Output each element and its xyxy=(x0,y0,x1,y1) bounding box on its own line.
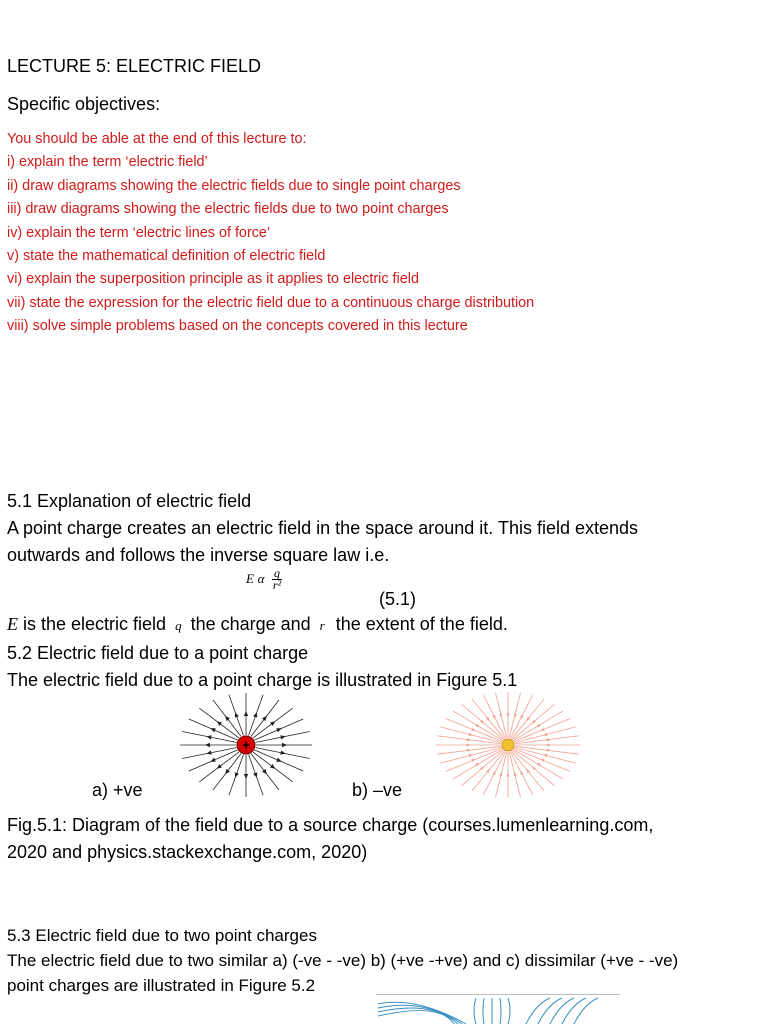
definition-text-2: the charge and xyxy=(185,614,316,634)
arrowhead-icon xyxy=(262,716,267,721)
arrowhead-icon xyxy=(253,772,257,777)
arrowhead-icon xyxy=(205,743,210,747)
arrowhead-icon xyxy=(506,773,509,777)
objectives-intro: You should be able at the end of this lecture to: xyxy=(7,131,307,147)
objective-item: iv) explain the term ‘electric lines of force’ xyxy=(7,224,271,241)
arrowhead-icon xyxy=(235,772,239,777)
equation-label: (5.1) xyxy=(379,589,417,609)
arrowhead-icon xyxy=(467,738,471,741)
field-line xyxy=(508,998,510,1024)
charge-sign-label: + xyxy=(242,737,250,753)
arrowhead-icon xyxy=(217,721,222,726)
arrowhead-icon xyxy=(244,711,248,716)
arrowhead-icon xyxy=(270,764,275,769)
objectives-heading: Specific objectives: xyxy=(7,94,161,114)
figure-5-1-label-a: a) +ve xyxy=(92,780,143,800)
positive-charge-field-diagram xyxy=(172,692,320,798)
arrowhead-icon xyxy=(253,712,257,717)
equation-lhs: E xyxy=(246,570,254,586)
two-charge-field-diagram xyxy=(376,994,620,1024)
section-5-2-heading: 5.2 Electric field due to a point charge xyxy=(7,643,309,663)
equation-proportional: α xyxy=(257,570,265,586)
field-line xyxy=(500,998,501,1024)
lecture-title: LECTURE 5: ELECTRIC FIELD xyxy=(7,56,262,76)
symbol-r: r xyxy=(319,618,325,633)
objective-item: viii) solve simple problems based on the concepts covered in this lecture xyxy=(7,318,468,335)
arrowhead-icon xyxy=(546,743,550,746)
arrowhead-icon xyxy=(543,733,547,736)
arrowhead-icon xyxy=(527,769,530,773)
arrowhead-icon xyxy=(244,774,248,779)
arrowhead-icon xyxy=(486,717,489,721)
arrowhead-icon xyxy=(468,733,472,736)
arrowhead-icon xyxy=(540,759,544,762)
objective-item: v) state the mathematical definition of electric field xyxy=(7,248,326,265)
objective-item: iii) draw diagrams showing the electric fields due to two point charges xyxy=(7,201,449,218)
section-5-3-paragraph-line-2: point charges are illustrated in Figure 5.2 xyxy=(7,976,316,995)
negative-charge-field-diagram xyxy=(434,692,582,798)
arrowhead-icon xyxy=(545,738,549,741)
arrowhead-icon xyxy=(506,714,509,718)
arrowhead-icon xyxy=(280,735,285,739)
arrowhead-icon xyxy=(217,764,222,769)
arrowhead-icon xyxy=(540,728,544,731)
objectives-list xyxy=(7,128,534,339)
symbol-q: q xyxy=(175,618,182,633)
symbol-definitions xyxy=(7,611,508,639)
arrowhead-icon xyxy=(492,715,495,719)
section-5-1-paragraph-line-1: A point charge creates an electric field in the space around it. This field extends xyxy=(7,518,639,538)
equation-5-1 xyxy=(246,568,282,591)
arrowhead-icon xyxy=(543,754,547,757)
negative-charge-icon xyxy=(502,739,514,751)
arrowhead-icon xyxy=(471,759,475,762)
arrowhead-icon xyxy=(225,769,230,774)
equation-denominator: r² xyxy=(272,578,282,592)
figure-5-1-caption-line-2: 2020 and physics.stackexchange.com, 2020) xyxy=(7,842,368,862)
field-line xyxy=(483,998,484,1024)
section-5-1-paragraph-line-2: outwards and follows the inverse square law i.e. xyxy=(7,545,390,565)
objective-item: ii) draw diagrams showing the electric fields due to single point charges xyxy=(7,177,461,194)
arrowhead-icon xyxy=(467,743,471,746)
arrowhead-icon xyxy=(468,754,472,757)
definition-text-3: the extent of the field. xyxy=(330,614,508,634)
section-5-3-heading: 5.3 Electric field due to two point charges xyxy=(7,926,317,945)
arrowhead-icon xyxy=(225,716,230,721)
arrowhead-icon xyxy=(262,769,267,774)
arrowhead-icon xyxy=(282,743,287,747)
arrowhead-icon xyxy=(492,771,495,775)
arrowhead-icon xyxy=(280,750,285,754)
arrowhead-icon xyxy=(486,769,489,773)
arrowhead-icon xyxy=(206,735,211,739)
section-5-2-paragraph: The electric field due to a point charge is illustrated in Figure 5.1 xyxy=(7,670,518,690)
arrowhead-icon xyxy=(521,771,524,775)
field-line xyxy=(574,998,598,1024)
objective-item: vii) state the expression for the electric field due to a continuous charge distribution xyxy=(7,294,535,311)
arrowhead-icon xyxy=(471,728,475,731)
arrowhead-icon xyxy=(527,717,530,721)
arrowhead-icon xyxy=(467,749,471,752)
arrowhead-icon xyxy=(206,750,211,754)
objective-item: vi) explain the superposition principle as it applies to electric field xyxy=(7,271,419,288)
section-5-1-heading: 5.1 Explanation of electric field xyxy=(7,491,252,511)
section-5-3-paragraph-line-1: The electric field due to two similar a) (-ve - -ve) b) (+ve -+ve) and c) dissimilar (+ve - -ve) xyxy=(7,951,679,970)
arrowhead-icon xyxy=(235,712,239,717)
figure-5-1-caption-line-1: Fig.5.1: Diagram of the field due to a source charge (courses.lumenlearning.com, xyxy=(7,815,654,835)
figure-5-1-label-b: b) –ve xyxy=(352,780,403,800)
equation-fraction xyxy=(272,568,282,591)
arrowhead-icon xyxy=(521,715,524,719)
definition-text-1: is the electric field xyxy=(18,614,172,634)
field-line xyxy=(474,998,476,1024)
objective-item: i) explain the term ‘electric field’ xyxy=(7,154,208,171)
arrowhead-icon xyxy=(545,749,549,752)
symbol-e: E xyxy=(7,614,18,634)
arrowhead-icon xyxy=(270,721,275,726)
equation-numerator: q xyxy=(274,566,281,580)
